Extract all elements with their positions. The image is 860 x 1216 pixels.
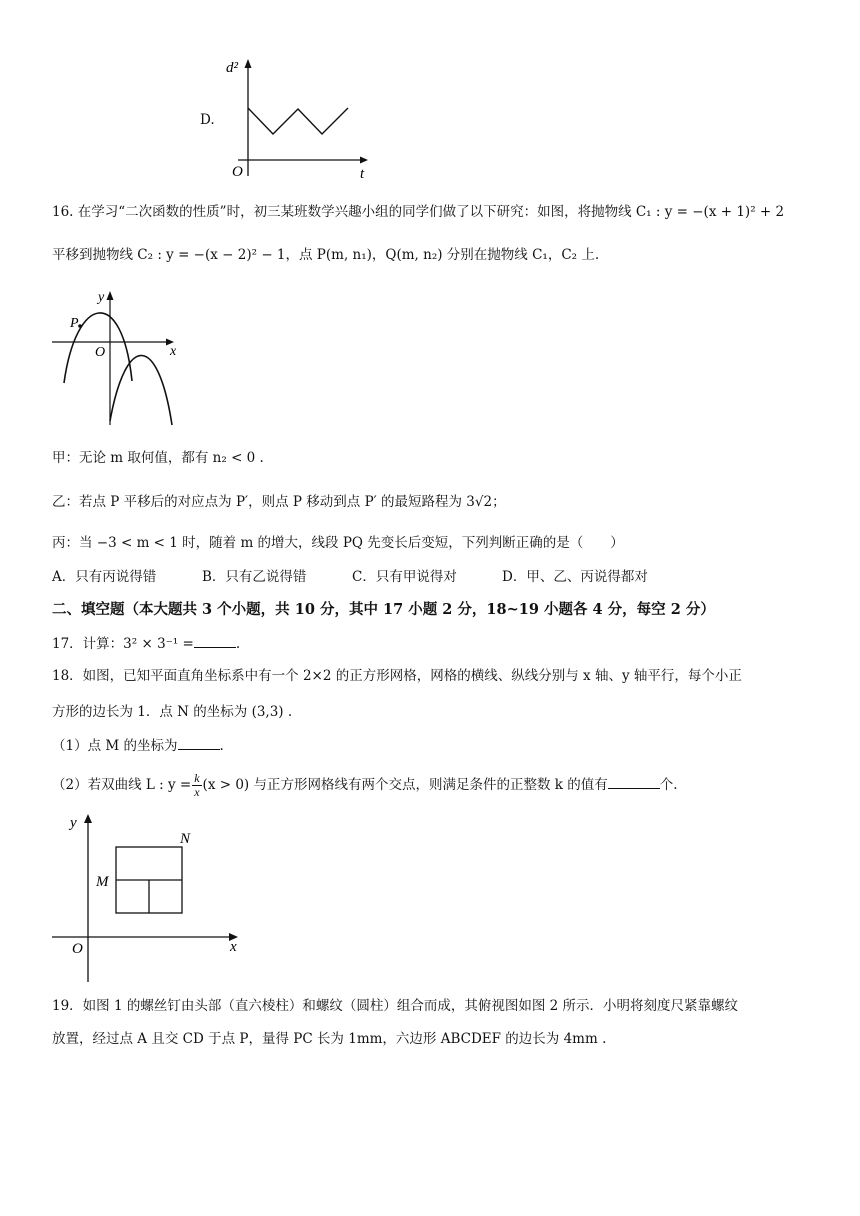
q15-x-arrow-icon (360, 157, 368, 164)
q16-statement-yi: 乙：若点 P 平移后的对应点为 P′，则点 P 移动到点 P′ 的最短路程为 3√2； (52, 494, 506, 510)
q15-zigzag-curve (248, 108, 348, 134)
q17-tail: . (235, 636, 241, 652)
q19-line2: 放置，经过点 A 且交 CD 于点 P，量得 PC 长为 1mm，六边形 ABCDEF 的边长为 4mm . (52, 1031, 607, 1047)
q19-line1: 19．如图 1 的螺丝钉由头部（直六棱柱）和螺纹（圆柱）组合而成，其俯视图如图 2 所示．小明将刻度尺紧靠螺纹 (52, 998, 739, 1014)
q17-text: 17．计算：3² × 3⁻¹ = (52, 636, 194, 652)
q18-part2-head: （2）若双曲线 L : y = (52, 777, 192, 793)
q18-origin-label: O (72, 941, 83, 957)
q18-part1-text: （1）点 M 的坐标为 (52, 738, 178, 754)
q15-origin-label: O (232, 164, 243, 180)
q16-point-p (78, 324, 82, 328)
q16-option-c: C．只有甲说得对 (352, 569, 457, 585)
q18-line2: 方形的边长为 1．点 N 的坐标为 (3,3) . (52, 704, 293, 720)
q18-frac-num: k (194, 771, 200, 785)
q16-option-b: B．只有乙说得错 (202, 569, 307, 585)
q18-x-label: x (230, 939, 237, 955)
q18-part1 (52, 736, 224, 756)
q18-figure (48, 810, 248, 986)
q16-figure (50, 285, 190, 431)
q16-y-arrow-icon (107, 291, 114, 300)
q18-frac-den: x (194, 785, 200, 799)
q15-option-label: D. (200, 112, 215, 128)
q18-line1: 18．如图，已知平面直角坐标系中有一个 2×2 的正方形网格，网格的横线、纵线分别与 x 轴、y 轴平行，每个小正 (52, 668, 742, 684)
q18-fraction (192, 772, 201, 799)
q18-part1-tail: . (219, 738, 224, 754)
q17-answer-blank[interactable] (194, 635, 236, 648)
q16-x-label: x (170, 344, 177, 359)
q18-part2-blank[interactable] (608, 776, 660, 789)
q15-x-label: t (360, 166, 365, 182)
q18-m-label: M (96, 874, 109, 890)
q16-stem-line1: 16. 在学习“二次函数的性质”时，初三某班数学兴趣小组的同学们做了以下研究：如图，将抛物线 C₁ : y = −(x + 1)² + 2 (52, 204, 785, 220)
q15-y-label: d² (226, 60, 238, 76)
q15-option-d (200, 112, 215, 128)
q16-y-label: y (98, 290, 105, 305)
q16-statement-jia: 甲：无论 m 取何值，都有 n₂ < 0 . (52, 450, 264, 466)
q16-statement-bing: 丙：当 −3 < m < 1 时，随着 m 的增大，线段 PQ 先变长后变短，下列判断正确的是（ ） (52, 535, 624, 551)
q16-point-p-label: P (70, 316, 79, 331)
q15-graph (222, 54, 382, 182)
q15-y-arrow-icon (245, 59, 252, 68)
q16-parabola-c2 (110, 355, 172, 425)
q18-n-label: N (180, 831, 191, 847)
q18-part2-tail: (x > 0) 与正方形网格线有两个交点，则满足条件的正整数 k 的值有 (202, 777, 608, 793)
section2-title: 二、填空题（本大题共 3 个小题，共 10 分，其中 17 小题 2 分，18~19 小题各 4 分，每空 2 分） (52, 601, 715, 618)
q17-line (52, 634, 240, 654)
q16-option-d: D．甲、乙、丙说得都对 (502, 569, 648, 585)
q18-part1-blank[interactable] (178, 737, 220, 750)
q16-stem-line2: 平移到抛物线 C₂ : y = −(x − 2)² − 1，点 P(m, n₁)，Q(m, n₂) 分别在抛物线 C₁，C₂ 上. (52, 247, 600, 263)
q18-part2-end: 个. (659, 777, 678, 793)
q18-y-label: y (70, 815, 77, 831)
q18-part2 (52, 768, 678, 802)
q16-origin-label: O (95, 345, 106, 360)
q16-option-a: A．只有丙说得错 (52, 569, 157, 585)
q18-y-arrow-icon (84, 814, 92, 823)
